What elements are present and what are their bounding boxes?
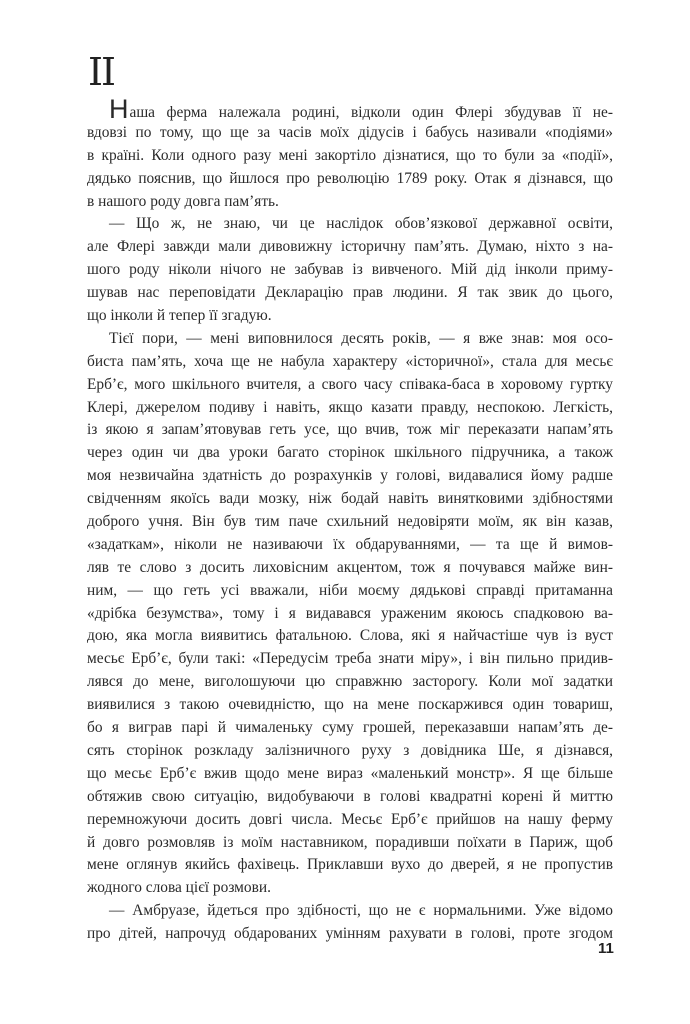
text-line	[87, 763, 613, 786]
line-text: в країні. Коли одного разу мені закортіло дізнатися, що то були за «події»,	[87, 146, 613, 164]
line-text: дою, яка могла виявитись фатальною. Слова, які я найчастіше чув із вуст	[87, 627, 613, 645]
text-line	[87, 809, 613, 832]
line-text: бо я виграв парі й чималеньку суму грошей, переказавши напам’ять де-	[87, 719, 613, 737]
line-text: аша ферма належала родині, відколи один Флері збудував її не-	[129, 104, 613, 121]
line-text: виявилися з такою очевидністю, що на мене поскаржився один товариш,	[87, 696, 613, 714]
text-line	[87, 832, 613, 855]
line-text: про дітей, напрочуд обдарованих умінням рахувати в голові, проте згодом	[87, 925, 613, 943]
text-line	[87, 351, 613, 374]
line-text: ляв те слово з досить лиховісним акцентом, тож я почувався майже вин-	[87, 558, 613, 576]
line-text: шого роду ніколи нічого не забував із вивченого. Мій дід інколи приму-	[87, 261, 613, 279]
text-line	[87, 191, 613, 214]
text-line	[87, 442, 613, 465]
line-text: Клері, джерелом подиву і навіть, якщо казати правду, неспокою. Легкість,	[87, 398, 613, 416]
line-text: перемножуючи досить довгі числа. Месьє Ерб’є прийшов на нашу ферму	[87, 810, 613, 828]
line-text: що інколи й тепер її згадую.	[87, 307, 272, 325]
line-text: обтяжив свою ситуацію, видобуваючи в голові квадратні корені й миттю	[87, 787, 613, 805]
text-line	[87, 213, 613, 236]
line-text: свідченням якоїсь вади мозку, ніж бодай навіть винятковими здібностями	[87, 490, 613, 508]
page-number: 11	[598, 940, 614, 957]
text-line	[87, 671, 613, 694]
line-text: сять сторінок розкладу залізничного руху з довідника Ше, я дізнався,	[87, 741, 613, 759]
text-line	[87, 488, 613, 511]
line-text: «дрібка безумства», тому і я видавався ураженим якоюсь спадковою ва-	[87, 604, 613, 622]
line-text: й довго розмовляв із моїм наставником, порадивши поїхати в Париж, щоб	[87, 833, 613, 851]
text-line	[87, 900, 613, 923]
chapter-number: II	[88, 50, 115, 94]
text-line	[87, 557, 613, 580]
line-text: але Флері завжди мали дивовижну історичну пам’ять. Думаю, ніхто з на-	[87, 238, 613, 256]
line-text: шував нас переповідати Декларацію прав людини. Я так звик до цього,	[87, 284, 613, 302]
line-text: — Амбруазе, йдеться про здібності, що не є нормальними. Уже відомо	[109, 902, 613, 920]
text-line	[87, 374, 613, 397]
line-text: биста пам’ять, хоча ще не набула характеру «історичної», стала для месьє	[87, 352, 613, 370]
line-text: мене оглянув якийсь фахівець. Приклавши вухо до дверей, я не пропустив	[87, 856, 613, 874]
text-line	[87, 580, 613, 603]
paragraph	[87, 94, 613, 213]
text-line	[87, 168, 613, 191]
text-line	[87, 122, 613, 145]
line-text: «задаткам», ніколи не називаючи їх обдаруваннями, — та ще й вимов-	[87, 535, 613, 553]
text-line	[87, 305, 613, 328]
line-text: ним, — що геть усі вважали, ніби моєму дядькові справді притаманна	[87, 581, 613, 599]
text-line	[87, 923, 613, 946]
text-line	[87, 236, 613, 259]
text-line	[87, 740, 613, 763]
paragraph	[87, 328, 613, 900]
text-line	[87, 259, 613, 282]
line-text: Тієї пори, — мені виповнилося десять років, — я вже знав: моя осо-	[109, 329, 613, 347]
line-text: що месьє Ерб’є вжив щодо мене вираз «маленький монстр». Я ще більше	[87, 764, 613, 782]
line-text: доброго учня. Він був тим паче схильний недовіряти моїм, як він казав,	[87, 513, 613, 531]
text-line	[87, 786, 613, 809]
text-line	[87, 648, 613, 671]
line-text: жодного слова цієї розмови.	[87, 879, 271, 897]
line-text: — Що ж, не знаю, чи це наслідок обов’язкової державної освіти,	[109, 215, 613, 233]
drop-cap: Н	[109, 94, 129, 124]
text-line	[87, 534, 613, 557]
text-line	[87, 717, 613, 740]
text-line	[87, 603, 613, 626]
text-line	[87, 397, 613, 420]
line-text: вдовзі по тому, що ще за часів моїх дідусів і бабусь називали «подіями»	[87, 123, 613, 141]
line-text: із якою я запам’ятовував геть усе, що вчив, тож міг переказати напам’ять	[87, 421, 613, 439]
line-text: дядько пояснив, що йшлося про революцію 1789 року. Отак я дізнався, що	[87, 169, 613, 187]
line-text: лявся до мене, виголошуючи цю справжню засторогу. Коли мої задатки	[87, 673, 613, 691]
text-line	[87, 419, 613, 442]
text-line	[87, 854, 613, 877]
line-text: через один чи два уроки багато сторінок шкільного підручника, а також	[87, 444, 613, 462]
text-line	[87, 625, 613, 648]
text-line	[87, 94, 613, 124]
body-text	[87, 94, 613, 946]
line-text: моя незвичайна здатність до розрахунків у голові, видавалися йому радше	[87, 467, 613, 485]
line-text: месьє Ерб’є, були такі: «Передусім треба знати міру», і він пильно придив-	[87, 650, 613, 668]
text-line	[87, 877, 613, 900]
text-line	[87, 328, 613, 351]
text-line	[87, 465, 613, 488]
text-line	[87, 282, 613, 305]
paragraph	[87, 213, 613, 327]
line-text: Ерб’є, мого шкільного вчителя, а свого часу співака-баса в хоровому гуртку	[87, 375, 613, 393]
text-line	[87, 145, 613, 168]
paragraph	[87, 900, 613, 946]
text-line	[87, 694, 613, 717]
text-line	[87, 511, 613, 534]
line-text: в нашого роду довга пам’ять.	[87, 192, 279, 210]
